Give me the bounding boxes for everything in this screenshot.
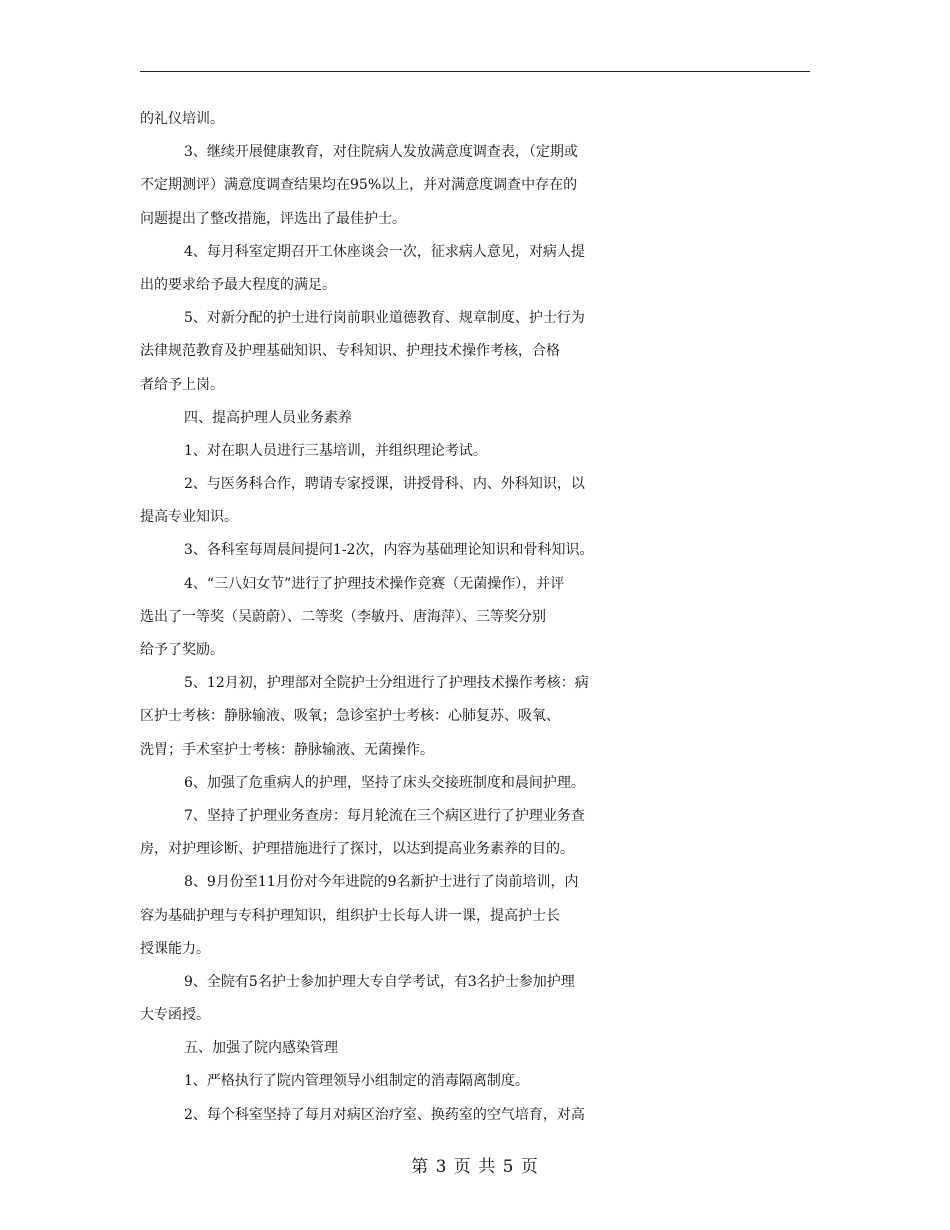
text-line: 授课能力。: [140, 940, 210, 957]
text-line: 选出了一等奖（吴蔚蔚）、二等奖（李敏丹、唐海萍）、三等奖分别: [140, 608, 546, 625]
text-line: 者给予上岗。: [140, 376, 224, 393]
text-line: 2、每个科室坚持了每月对病区治疗室、换药室的空气培育，对高: [184, 1106, 585, 1123]
text-line: 7、坚持了护理业务查房：每月轮流在三个病区进行了护理业务查: [184, 807, 585, 824]
text-line: 法律规范教育及护理基础知识、专科知识、护理技术操作考核，合格: [140, 343, 560, 360]
text-line: 洗胃；手术室护士考核：静脉输液、无菌操作。: [140, 741, 434, 758]
text-line: 2、与医务科合作，聘请专家授课，讲授骨科、内、外科知识，以: [184, 476, 585, 493]
text-line: 问题提出了整改措施，评选出了最佳护士。: [140, 210, 406, 227]
text-line: 给予了奖励。: [140, 642, 224, 658]
text-line: 的礼仪培训。: [140, 111, 224, 127]
text-line: 5、12月初，护理部对全院护士分组进行了护理技术操作考核：病: [184, 675, 589, 692]
text-line: 4、“三八妇女节”进行了护理技术操作竞赛（无菌操作），并评: [184, 575, 565, 592]
text-line: 房，对护理诊断、护理措施进行了探讨，以达到提高业务素养的目的。: [140, 841, 574, 858]
text-line: 1、严格执行了院内管理领导小组制定的消毒隔离制度。: [184, 1073, 529, 1090]
text-line: 容为基础护理与专科护理知识，组织护士长每人讲一课，提高护士长: [140, 907, 560, 924]
text-line: 1、对在职人员进行三基培训，并组织理论考试。: [184, 442, 487, 459]
text-line: 五、加强了院内感染管理: [184, 1040, 338, 1057]
text-line: 8、9月份至11月份对今年进院的9名新护士进行了岗前培训，内: [184, 874, 579, 891]
text-line: 四、提高护理人员业务素养: [184, 409, 352, 426]
text-line: 大专函授。: [140, 1007, 210, 1024]
document-body: [140, 103, 815, 1132]
header-rule: [140, 71, 810, 72]
text-line: 9、全院有5名护士参加护理大专自学考试，有3名护士参加护理: [184, 973, 575, 990]
text-line: 3、各科室每周晨间提问1-2次，内容为基础理论知识和骨科知识。: [184, 542, 594, 559]
text-line: 出的要求给予最大程度的满足。: [140, 276, 336, 293]
text-line: 不定期测评）满意度调查结果均在95%以上，并对满意度调查中存在的: [140, 177, 578, 194]
text-line: 提高专业知识。: [140, 509, 238, 526]
text-line: 5、对新分配的护士进行岗前职业道德教育、规章制度、护士行为: [184, 310, 585, 327]
text-line: 区护士考核：静脉输液、吸氧；急诊室护士考核：心肺复苏、吸氧、: [140, 708, 560, 725]
text-line: 4、每月科室定期召开工休座谈会一次，征求病人意见，对病人提: [184, 243, 585, 260]
text-line: 6、加强了危重病人的护理，坚持了床头交接班制度和晨间护理。: [184, 774, 585, 791]
text-line: 3、继续开展健康教育，对住院病人发放满意度调查表，（定期或: [184, 144, 578, 161]
page-footer: 第 3 页 共 5 页: [411, 1157, 539, 1177]
